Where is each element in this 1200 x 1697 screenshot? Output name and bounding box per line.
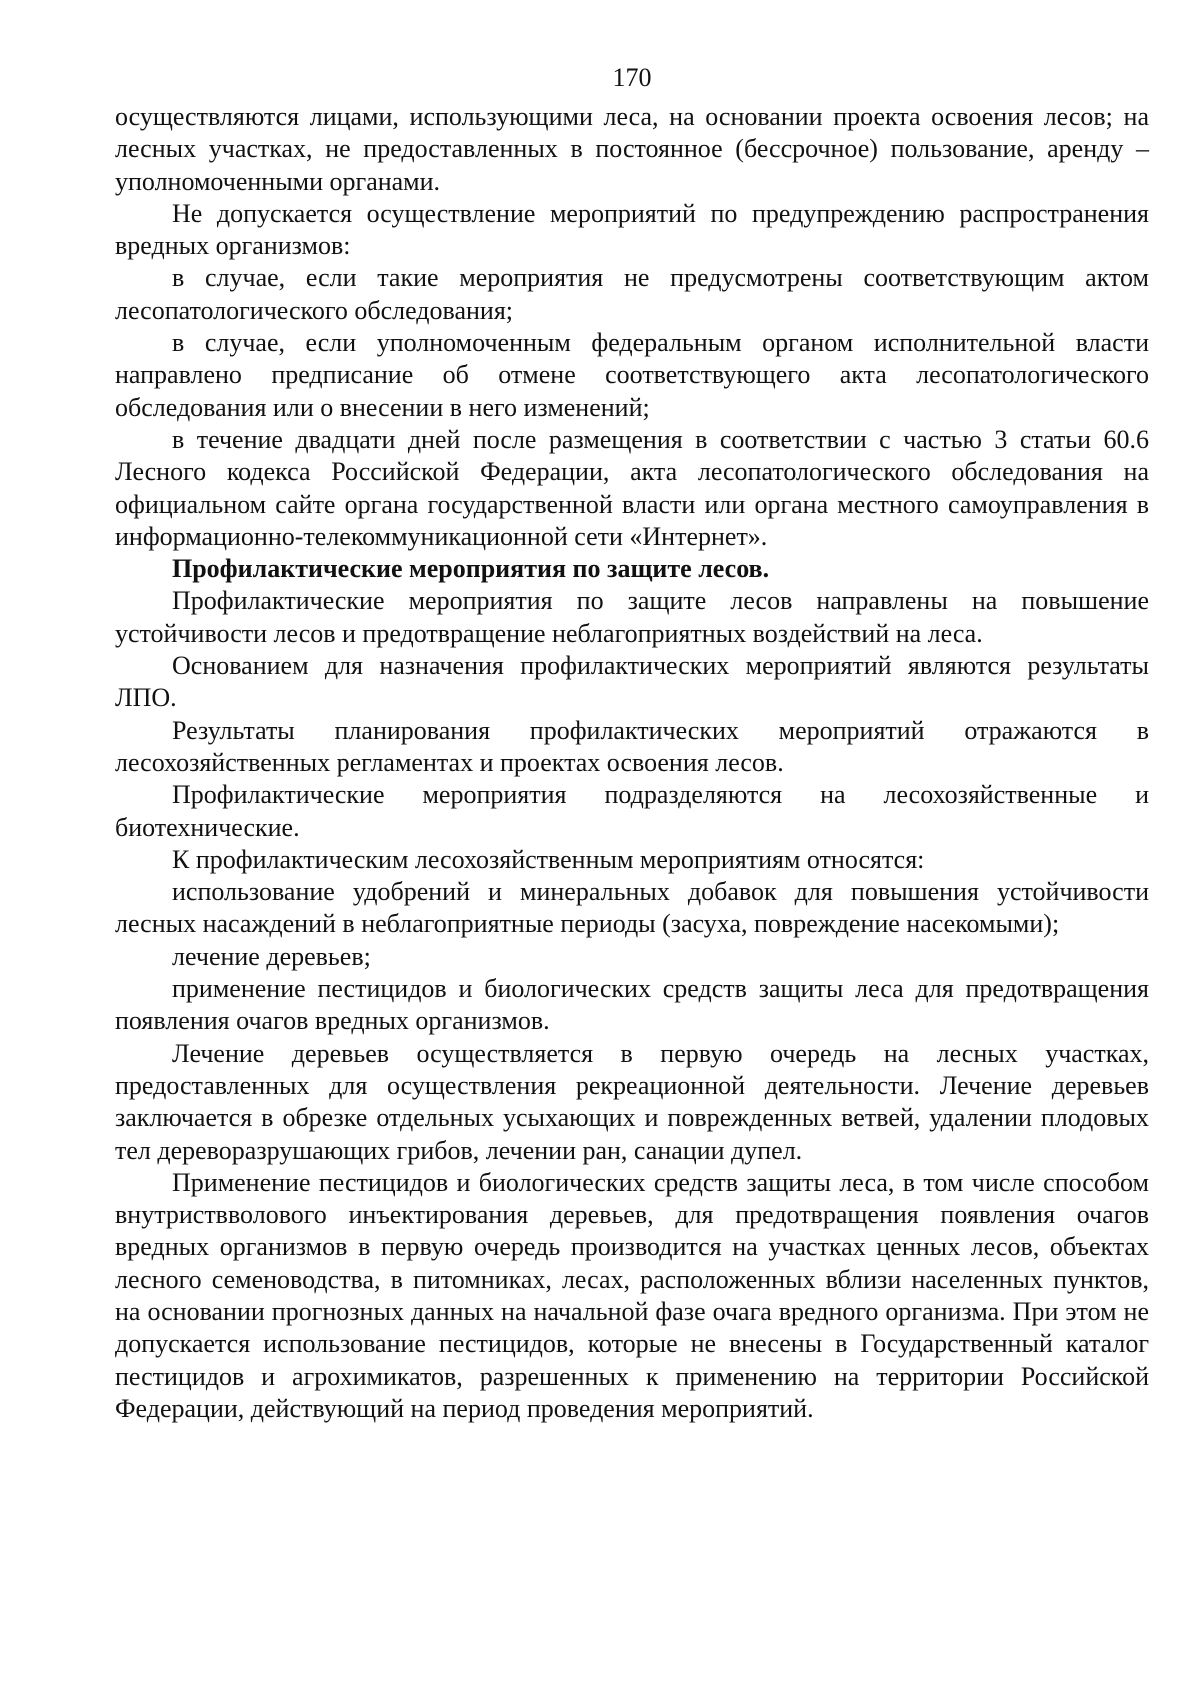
paragraph: Профилактические мероприятия подразделяются на лесохозяйственные и биотехнические. xyxy=(115,780,1149,842)
paragraph-restriction-item: в случае, если уполномоченным федеральным органом исполнительной власти направлено предписание об отмене соответствующего акта лесопатологического обследования или о внесении в него изменений; xyxy=(115,328,1149,422)
paragraph-restriction-intro: Не допускается осуществление мероприятий по предупреждению распространения вредных организмов: xyxy=(115,198,1149,261)
paragraph-list-item: применение пестицидов и биологических средств защиты леса для предотвращения появления очагов вредных организмов. xyxy=(115,974,1149,1036)
paragraph-restriction-item: в течение двадцати дней после размещения в соответствии с частью 3 статьи 60.6 Лесного кодекса Российской Федерации, акта лесопатологического обследования на официальном сайте органа государственной власти или органа местного самоуправления в информационно-телекоммуникационной сети «Интернет». xyxy=(115,424,1149,551)
document-page xyxy=(115,60,1149,1425)
paragraph-list-intro: К профилактическим лесохозяйственным мероприятиям относятся: xyxy=(172,844,925,874)
paragraph-list-item: использование удобрений и минеральных добавок для повышения устойчивости лесных насаждений в неблагоприятные периоды (засуха, повреждение насекомыми); xyxy=(115,877,1149,939)
paragraph-restriction-item: в случае, если такие мероприятия не предусмотрены соответствующим актом лесопатологического обследования; xyxy=(115,263,1149,325)
paragraph: Применение пестицидов и биологических средств защиты леса, в том числе способом внутриствволового инъектирования деревьев, для предотвращения появления очагов вредных организмов в первую очередь производится на участках ценных лесов, объектах лесного семеноводства, в питомниках, лесах, расположенных вблизи населенных пунктов, на основании прогнозных данных на начальной фазе очага вредного организма. При этом не допускается использование пестицидов, которые не внесены в Государственный каталог пестицидов и агрохимикатов, разрешенных к применению на территории Российской Федерации, действующий на период проведения мероприятий. xyxy=(115,1167,1149,1423)
paragraph: Результаты планирования профилактических мероприятий отражаются в лесохозяйственных регламентах и проектах освоения лесов. xyxy=(115,715,1149,777)
paragraph-list-item: лечение деревьев; xyxy=(172,941,371,971)
paragraph: Профилактические мероприятия по защите лесов направлены на повышение устойчивости лесов и предотвращение неблагоприятных воздействий на леса. xyxy=(115,586,1149,648)
page-number: 170 xyxy=(612,63,652,92)
section-heading: Профилактические мероприятия по защите лесов. xyxy=(172,554,770,584)
paragraph: Основанием для назначения профилактических мероприятий являются результаты ЛПО. xyxy=(115,651,1149,713)
paragraph: Лечение деревьев осуществляется в первую очередь на лесных участках, предоставленных для осуществления рекреационной деятельности. Лечение деревьев заключается в обрезке отдельных усыхающих и поврежденных ветвей, удалении плодовых тел дереворазрушающих грибов, лечении ран, санации дупел. xyxy=(115,1038,1149,1165)
paragraph-continuation: осуществляются лицами, использующими леса, на основании проекта освоения лесов; на лесных участках, не предоставленных в постоянное (бессрочное) пользование, аренду – уполномоченными органами. xyxy=(115,102,1149,196)
